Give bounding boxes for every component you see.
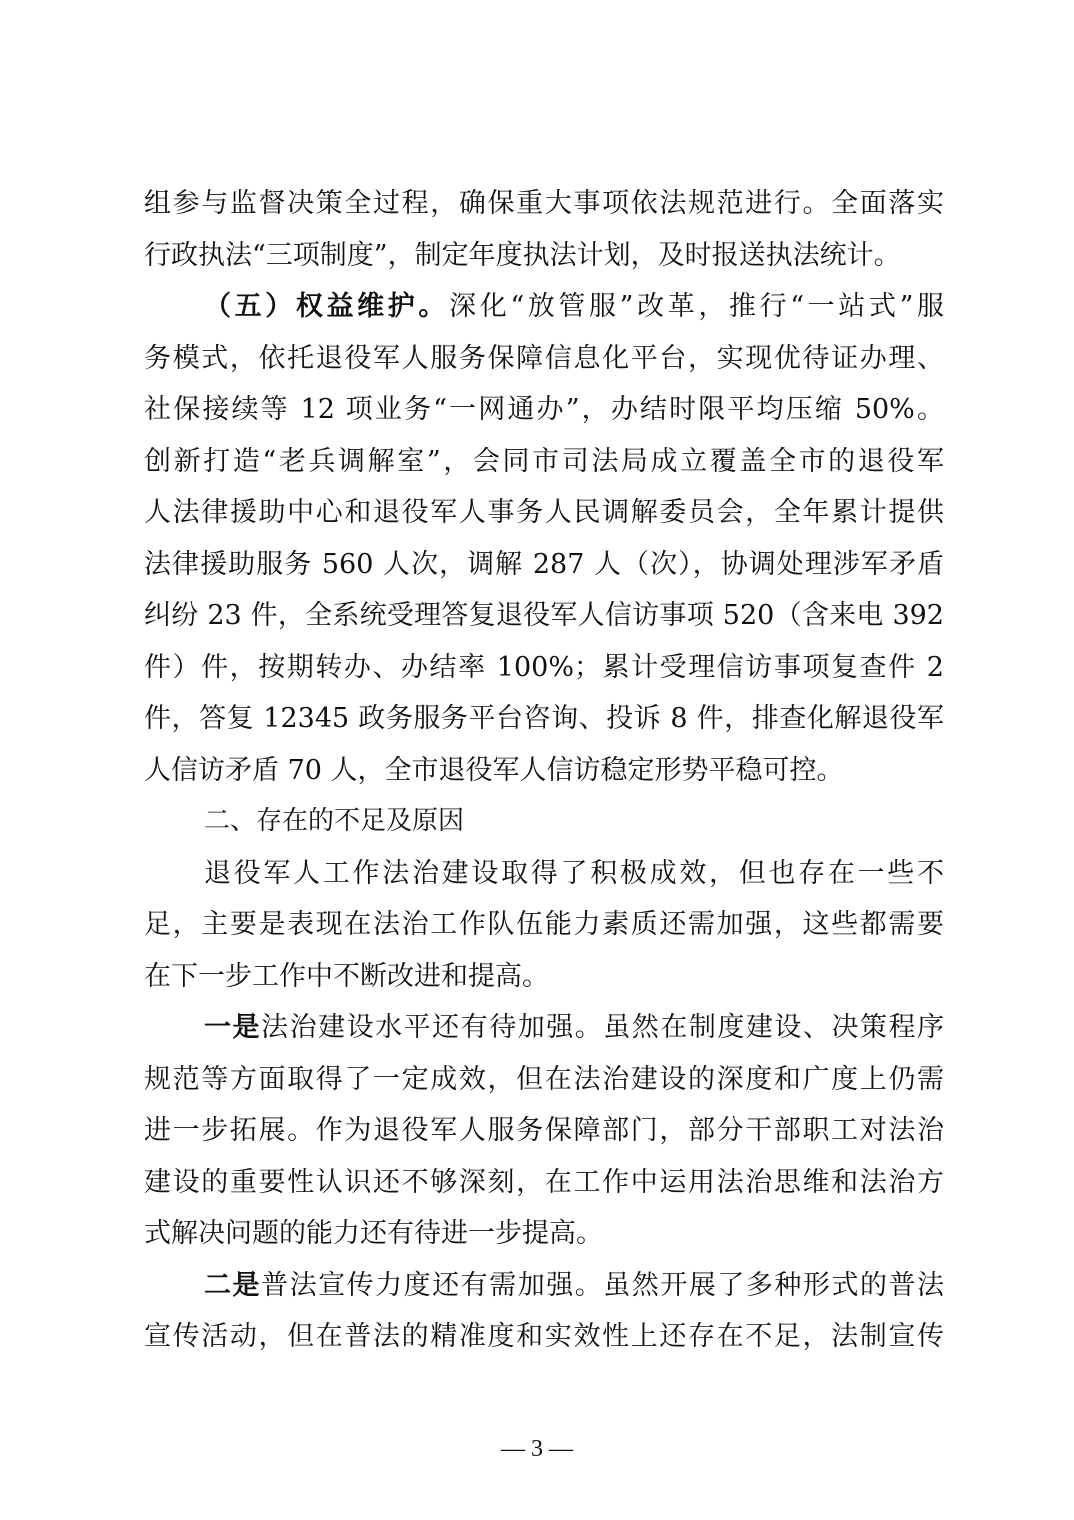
point-label-one: 一是 bbox=[204, 1012, 262, 1043]
text-line: 人法律援助中心和退役军人事务人民调解委员会，全年累计提供 bbox=[144, 497, 944, 528]
text-line: 社保接续等 12 项业务“一网通办”，办结时限平均压缩 50%。 bbox=[144, 394, 944, 425]
section-heading-rights: （五）权益维护。 bbox=[204, 291, 450, 322]
text-line: 法律援助服务 560 人次，调解 287 人（次），协调处理涉军矛盾 bbox=[144, 548, 944, 580]
body-text bbox=[144, 178, 944, 1363]
text-line: 建设的重要性认识还不够深刻，在工作中运用法治思维和法治方 bbox=[144, 1166, 944, 1198]
text-line: 退役军人工作法治建设取得了积极成效，但也存在一些不 bbox=[204, 857, 944, 889]
text-line: 创新打造“老兵调解室”，会同市司法局成立覆盖全市的退役军 bbox=[144, 445, 944, 477]
text-line: 务模式，依托退役军人服务保障信息化平台，实现优待证办理、 bbox=[144, 342, 944, 374]
text-line: 足，主要是表现在法治工作队伍能力素质还需加强，这些都需要 bbox=[144, 909, 944, 940]
text-run: 普法宣传力度还有需加强。虽然开展了多种形式的普法 bbox=[261, 1269, 945, 1301]
point-two-line bbox=[144, 1260, 944, 1312]
text-line: 在下一步工作中不断改进和提高。 bbox=[144, 960, 549, 992]
point-label-two: 二是 bbox=[204, 1269, 262, 1301]
text-line: 规范等方面取得了一定成效，但在法治建设的深度和广度上仍需 bbox=[144, 1063, 944, 1095]
text-line: 进一步拓展。作为退役军人服务保障部门，部分干部职工对法治 bbox=[144, 1115, 944, 1146]
text-line: 件，答复 12345 政务服务平台咨询、投诉 8 件，排查化解退役军 bbox=[144, 703, 944, 734]
text-line: 件）件，按期转办、办结率 100%；累计受理信访事项复查件 2 bbox=[144, 651, 944, 683]
text-line: 宣传活动，但在普法的精准度和实效性上还存在不足，法制宣传 bbox=[144, 1321, 944, 1352]
text-line: 式解决问题的能力还有待进一步提高。 bbox=[144, 1218, 603, 1249]
point-one-line bbox=[144, 1002, 944, 1054]
text-run: 深化“放管服”改革，推行“一站式”服 bbox=[449, 291, 945, 322]
text-line: 组参与监督决策全过程，确保重大事项依法规范进行。全面落实 bbox=[144, 188, 944, 219]
section-5-line bbox=[144, 281, 944, 333]
section-heading-shortcomings: 二、存在的不足及原因 bbox=[204, 806, 465, 836]
text-line: 人信访矛盾 70 人，全市退役军人信访稳定形势平稳可控。 bbox=[144, 754, 844, 786]
text-line: 行政执法“三项制度”，制定年度执法计划，及时报送执法统计。 bbox=[144, 239, 901, 271]
text-line: 纠纷 23 件，全系统受理答复退役军人信访事项 520（含来电 392 bbox=[144, 600, 944, 631]
page-number: — 3 — bbox=[501, 1436, 573, 1462]
text-run: 法治建设水平还有待加强。虽然在制度建设、决策程序 bbox=[261, 1012, 945, 1043]
